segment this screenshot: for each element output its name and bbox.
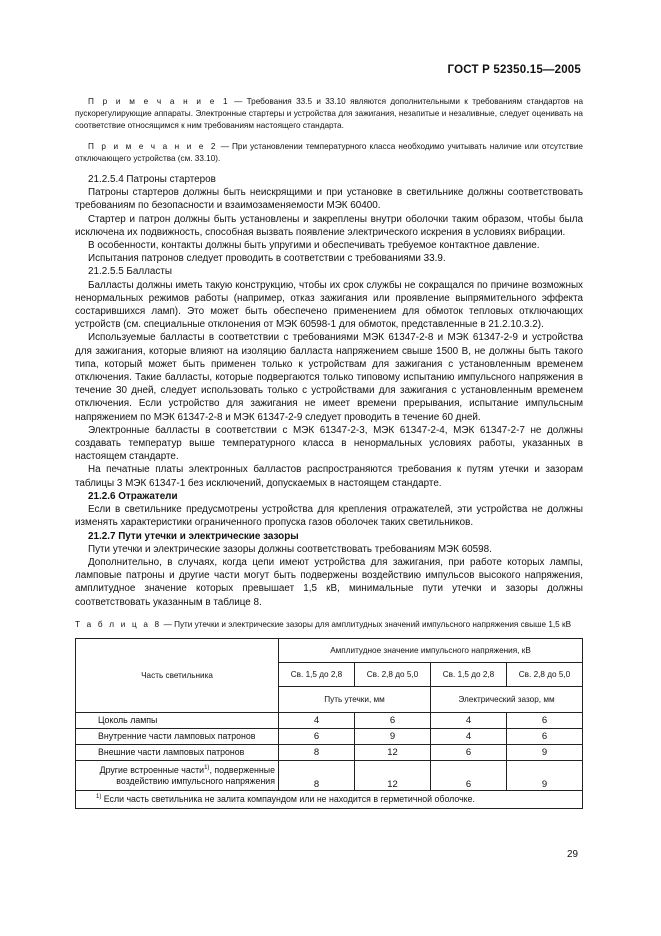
table-group-clearance: Электрический зазор, мм: [431, 686, 583, 712]
table-cell: 4: [279, 712, 355, 728]
table-row-part: Внутренние части ламповых патронов: [76, 728, 279, 744]
section-21255-p2: Используемые балласты в соответствии с требованиями МЭК 61347-2-8 и МЭК 61347-2-9 и устройства для зажигания, которые влияют на изоляцию балласта напряжением свыше 1500 В, не должны быть такого типа, который может быть применен только к устройствам для зажигания с установленным временем отключения. Такие балласты, которые подвергаются только типовому испытанию импульсного напряжения в течение 30 дней, следует использовать только с устройствами для зажигания с установленным временем отключения. Если устройство для зажигания не имеет времени прерывания, испытание импульсным напряжением по МЭК 61347-2-8 и МЭК 61347-2-9 следует проводить в течение 60 дней.: [75, 332, 583, 423]
table-cell: 9: [507, 744, 583, 760]
table-cell: 6: [507, 728, 583, 744]
table-cell: 4: [431, 728, 507, 744]
table-footnote: $^{1)}$ Если часть светильника не залита компаундом или не находится в герметичной оболочке.: [76, 790, 583, 808]
section-21255-p3: Электронные балласты в соответствии с МЭК 61347-2-3, МЭК 61347-2-4, МЭК 61347-2-7 не должны создавать температур выше температурного класса в ненормальных условиях работы, указанных в настоящем стандарте.: [75, 424, 583, 463]
table-row: [76, 712, 583, 728]
note-2-text: — При установлении температурного класса необходимо учитывать наличие или отсутствие отключающего устройства (см. 33.10).: [75, 141, 583, 163]
section-21255-p1: Балласты должны иметь такую конструкцию, чтобы их срок службы не сокращался по причине возможных ненормальных режимов работы (например, отказ зажигания или проявление выпрямительного эффекта состарившихся ламп). Это может быть обеспечено применением для обмоток тепловых отключающих устройств (см. специальные отклонения от МЭК 60598-1 для обмоток, представленные в 21.2.10.3.2).: [75, 279, 583, 331]
table-cell: 8: [279, 760, 355, 790]
table-range-4: Св. 2,8 до 5,0: [507, 662, 583, 686]
section-2127-heading: 21.2.7 Пути утечки и электрические зазоры: [88, 530, 299, 542]
section-21254-p1: Патроны стартеров должны быть неискрящими и при установке в светильнике должны соответствовать требованиям по безопасности и взаимозаменяемости МЭК 60400.: [75, 187, 583, 212]
section-2127-p2: Дополнительно, в случаях, когда цепи имеют устройства для зажигания, при работе которых лампы, ламповые патроны и другие части могут быть подвержены воздействию импульсов высокого напряжения, амплитудное значение которых превышает 1,5 кВ, минимальные пути утечки и зазоры должны соответствовать указанным в таблице 8.: [75, 556, 583, 608]
table-cell: 12: [355, 744, 431, 760]
section-21254-p2: Стартер и патрон должны быть установлены и закреплены внутри оболочки таким образом, чтобы была исключена их подвижность, способная вызвать появление электрического искрения в условиях вибрации.: [75, 213, 583, 238]
table-cell: 6: [355, 712, 431, 728]
section-2126-p1: Если в светильнике предусмотрены устройства для крепления отражателей, эти устройства не должны изменять характеристики ограниченного пропуска газов оболочек таких светильников.: [75, 504, 583, 529]
note-2-label: П р и м е ч а н и е 2: [88, 141, 218, 151]
table-8: [75, 638, 583, 809]
section-21254-p3: В особенности, контакты должны быть упругими и обеспечивать требуемое контактное давление.: [88, 240, 540, 252]
note-1-label: П р и м е ч а н и е 1: [88, 97, 230, 106]
section-2126-heading: 21.2.6 Отражатели: [88, 490, 178, 502]
table-row: [76, 728, 583, 744]
table-cell: 4: [431, 712, 507, 728]
section-21255-heading: 21.2.5.5 Балласты: [88, 266, 172, 278]
table-cell: 6: [279, 728, 355, 744]
table-cell: 6: [507, 712, 583, 728]
table-cell: 8: [279, 744, 355, 760]
table-cell: 6: [431, 760, 507, 790]
section-21254-p4: Испытания патронов следует проводить в соответствии с требованиями 33.9.: [88, 253, 446, 265]
table-range-2: Св. 2,8 до 5,0: [355, 662, 431, 686]
table-row: [76, 760, 583, 790]
section-21254-heading: 21.2.5.4 Патроны стартеров: [88, 174, 216, 186]
table-range-1: Св. 1,5 до 2,8: [279, 662, 355, 686]
table-header-amplitude: Амплитудное значение импульсного напряжения, кВ: [279, 638, 583, 662]
section-21255-p4: На печатные платы электронных балластов распространяются требования к путям утечки и зазорам таблицы 3 МЭК 61347-1 без исключений, допускаемых в настоящем стандарте.: [75, 464, 583, 489]
page-content: [75, 96, 583, 809]
table-row-part: Цоколь лампы: [76, 712, 279, 728]
section-2127-p1: Пути утечки и электрические зазоры должны соответствовать требованиям МЭК 60598.: [88, 543, 492, 555]
page-number: 29: [567, 849, 578, 860]
table-group-creepage: Путь утечки, мм: [279, 686, 431, 712]
standard-header: ГОСТ Р 52350.15—2005: [447, 64, 581, 76]
note-1-text: — Требования 33.5 и 33.10 являются дополнительными к требованиям стандартов на пускорегулирующие аппараты. Электронные стартеры и устройства для зажигания, незапитые и незаливные, следует оценивать на соответствие относящимся к ним требованиям настоящего стандарта.: [75, 97, 584, 131]
table-caption: [75, 619, 583, 630]
table-header-part: Часть светильника: [76, 638, 279, 712]
note-2: [75, 141, 583, 165]
table-row-part: Другие встроенные части$^{1)}$, подверженные воздействию импульсного напряжения: [76, 760, 279, 790]
table-cell: 12: [355, 760, 431, 790]
table-row: [76, 744, 583, 760]
note-1: [75, 96, 583, 133]
table-caption-text: — Пути утечки и электрические зазоры для амплитудных значений импульсного напряжения свыше 1,5 кВ: [161, 619, 572, 629]
table-cell: 6: [431, 744, 507, 760]
table-range-3: Св. 1,5 до 2,8: [431, 662, 507, 686]
table-cell: 9: [507, 760, 583, 790]
table-cell: 9: [355, 728, 431, 744]
table-row-part: Внешние части ламповых патронов: [76, 744, 279, 760]
table-caption-label: Т а б л и ц а 8: [75, 619, 162, 629]
